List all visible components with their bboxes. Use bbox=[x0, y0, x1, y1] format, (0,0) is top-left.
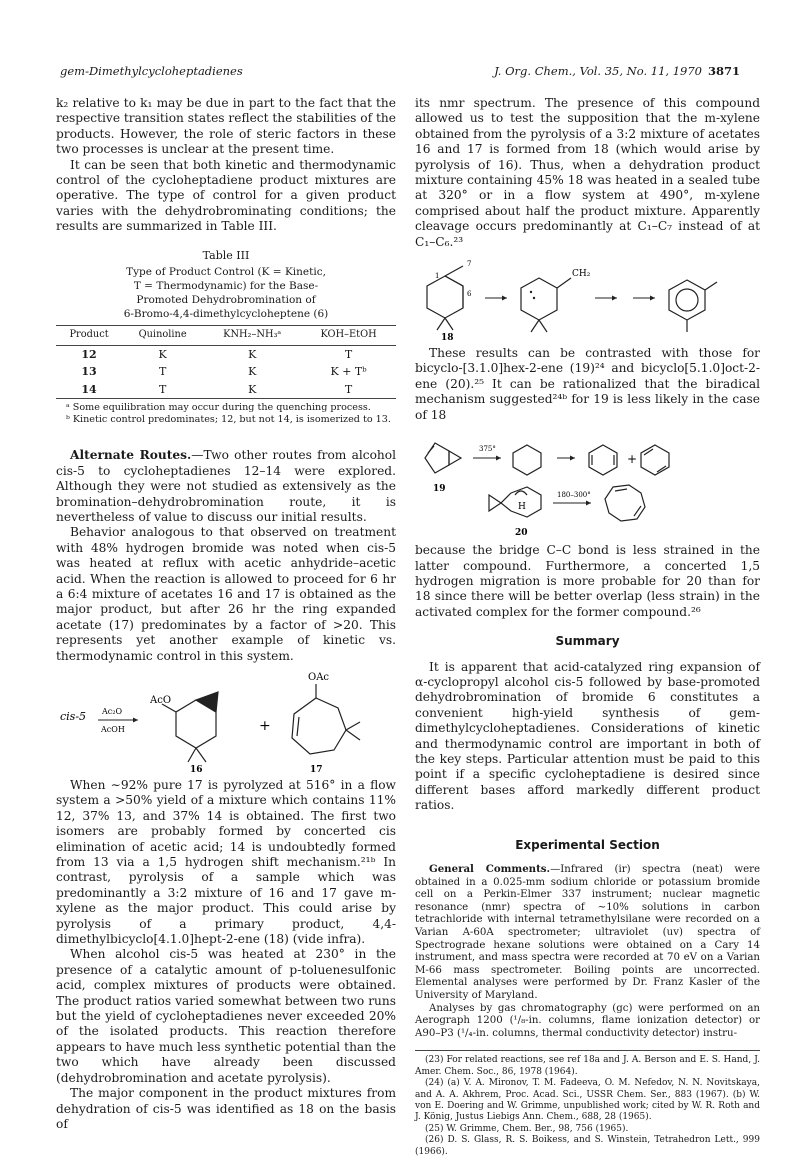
paragraph: It can be seen that both kinetic and thermodynamic control of the cycloheptadiene product mixtures are operative. The type of control for a given product varies with the dehydrobrominating conditions; the results are summarized in Table III. bbox=[56, 157, 396, 234]
structure-cyclohexadiene-a bbox=[589, 445, 617, 475]
paragraph: These results can be contrasted with those for bicyclo-[3.1.0]hex-2-ene (19)²⁴ and bicyclo[5.1.0]oct-2-ene (20).²⁵ It can be rationalized that the biradical mechanism suggested²⁴ᵇ for 19 is less likely in the case of 18 bbox=[415, 346, 760, 422]
run-in-text: —Two other routes from alcohol cis-5 to cycloheptadienes 12–14 were explored. Although they were not studied as extensively as the bromination–dehydrobromination route, it is nevertheless of value to discuss our initial results. bbox=[56, 448, 396, 524]
cell: T bbox=[301, 381, 396, 399]
reagent-top: Ac₂O bbox=[102, 706, 123, 716]
col-header: Quinoline bbox=[122, 325, 203, 345]
atom-1: 1 bbox=[435, 272, 440, 281]
cell: K bbox=[248, 365, 257, 379]
atom-7: 7 bbox=[467, 260, 472, 269]
scheme-18 bbox=[415, 256, 760, 342]
col-header: KOH–EtOH bbox=[301, 325, 396, 345]
paragraph: Analyses by gas chromatography (gc) were performed on an Aerograph 1200 (¹/₈-in. columns, flame ionization detector) or A90–P3 (¹/₄-in. columns, thermal conductivity detector) instru- bbox=[415, 1002, 760, 1039]
arrow-head bbox=[586, 501, 591, 506]
journal-name: J. Org. Chem., Vol. 35, No. 11, 1970 bbox=[494, 64, 702, 78]
label-aco: AcO bbox=[150, 694, 172, 706]
table-title-line: Type of Product Control (K = Kinetic, bbox=[126, 265, 326, 278]
section-heading: Experimental Section bbox=[515, 837, 660, 852]
table-title-line: Promoted Dehydrobromination of bbox=[136, 293, 316, 306]
running-head: gem-Dimethylcycloheptadienes bbox=[60, 64, 243, 78]
cell: K bbox=[203, 381, 301, 399]
structure-19 bbox=[425, 443, 461, 473]
run-in-heading: Alternate Routes. bbox=[70, 448, 192, 463]
right-column bbox=[415, 96, 760, 1158]
temp-20: 180–300° bbox=[557, 491, 591, 500]
reference: (25) W. Grimme, Chem. Ber., 98, 756 (1965). bbox=[425, 1123, 629, 1134]
temp-19: 375° bbox=[479, 445, 496, 454]
cell: 14 bbox=[56, 381, 122, 399]
structure-20 bbox=[489, 487, 541, 517]
paragraph bbox=[56, 448, 396, 525]
arrow-head bbox=[496, 456, 501, 461]
radical-dot bbox=[533, 297, 535, 299]
scheme-19-20-drawing bbox=[415, 429, 760, 539]
paragraph: The major component in the product mixtures from dehydration of cis-5 was identified as 18 on the basis of bbox=[56, 1086, 396, 1131]
table-title-line: 6-Bromo-4,4-dimethylcycloheptene (6) bbox=[123, 307, 329, 320]
arrow-head bbox=[650, 296, 655, 301]
cell: K bbox=[248, 348, 257, 362]
paragraph: When alcohol cis-5 was heated at 230° in the presence of a catalytic amount of p-toluenesulfonic acid, complex mixtures of products were obtained. The product ratios varied somewhat between two runs but the yield of cycloheptadienes never exceeded 20% of the isolated products. This reaction therefore appears to have much less synthetic potential than the two which have already been discussed (dehydrobromination and acetate pyrolysis). bbox=[56, 947, 396, 1085]
structure-biradical-19 bbox=[513, 445, 541, 475]
paragraph: its nmr spectrum. The presence of this compound allowed us to test the supposition that the m-xylene obtained from the pyrolysis of a 3:2 mixture of acetates 16 and 17 is formed from 18 (which would arise by pyrolysis of 16). Thus, when a dehydration product mixture containing 45% 18 was heated in a sealed tube at 320° or in a flow system at 490°, m-xylene comprised about half the product mixture. Apparently cleavage occurs predominantly at C₁–C₇ instead of at C₁–C₆.²³ bbox=[415, 96, 760, 249]
paragraph: When ∼92% pure 17 is pyrolyzed at 516° in a flow system a >50% yield of a mixture which contains 11% 12, 37% 13, and 37% 14 is obtained. The first two isomers are probably formed by concerted cis elimination of acetic acid; 14 is undoubtedly formed from 13 via a 1,5 hydrogen shift mechanism.²¹ᵇ In contrast, pyrolysis of a sample which was predominantly a 3:2 mixture of 16 and 17 gave m-xylene as the major product. This could arise by pyrolysis of a primary product, 4,4-dimethylbicyclo[4.1.0]hept-2-ene (18) (vide infra). bbox=[56, 777, 396, 947]
arrow-head bbox=[502, 296, 507, 301]
paragraph: Behavior analogous to that observed on treatment with 48% hydrogen bromide was noted when cis-5 was heated at reflux with acetic anhydride–acetic acid. When the reaction is allowed to proceed for 6 hr a 6:4 mixture of acetates 16 and 17 is obtained as the major product, but after 26 hr the ring expanded acetate (17) predominates by a factor of >20. This represents yet another example of kinetic vs. thermodynamic control in this system. bbox=[56, 525, 396, 663]
cell: T bbox=[344, 348, 353, 362]
reference: (23) For related reactions, see ref 18a and J. A. Berson and E. S. Hand, J. Amer. Chem. Soc., 86, 1978 (1964). bbox=[415, 1055, 760, 1077]
footnotes bbox=[415, 1050, 760, 1158]
table-footnote: ᵇ Kinetic control predominates; 12, but not 14, is isomerized to 13. bbox=[66, 414, 391, 426]
table-caption bbox=[56, 249, 396, 321]
paragraph: It is apparent that acid-catalyzed ring expansion of α-cyclopropyl alcohol cis-5 followed by base-promoted dehydrobromination of bromide 6 constitutes a convenient high-yield synthesis of gem-dimethylcycloheptadienes. Considerations of kinetic and thermodynamic control are important in both of the key steps. Particular attention must be paid to this point if a specific cycloheptadiene is desired since different bases afford markedly different product ratios. bbox=[415, 659, 760, 813]
structure-cyclohexadiene-b bbox=[641, 445, 669, 475]
structure-17 bbox=[292, 684, 360, 754]
arrow-head bbox=[570, 456, 575, 461]
journal-citation bbox=[494, 64, 740, 78]
reference: (26) D. S. Glass, R. S. Boikess, and S. Winstein, Tetrahedron Lett., 999 (1966). bbox=[415, 1135, 760, 1157]
structure-m-xylene bbox=[669, 280, 717, 332]
reference: (24) (a) V. A. Mironov, T. M. Fadeeva, O. M. Nefedov, N. N. Novitskaya, and A. A. Akhrem, Proc. Acad. Sci., USSR Chem. Ser., 883 (1967). (b) W. von E. Doering and W. Grimme, unpublished work; cited by W. R. Roth and J. König, Justus Liebigs Ann. Chem., 688, 28 (1965). bbox=[415, 1078, 760, 1123]
reagent-bottom: AcOH bbox=[101, 724, 125, 734]
label-19: 19 bbox=[433, 484, 446, 495]
structure-cyclooctatriene bbox=[605, 485, 645, 521]
plus-sign: + bbox=[259, 717, 271, 734]
label-18: 18 bbox=[441, 333, 454, 343]
label-17: 17 bbox=[310, 764, 323, 774]
label-16: 16 bbox=[190, 764, 203, 774]
scheme-19-20 bbox=[415, 429, 760, 539]
left-column bbox=[56, 96, 396, 1132]
table-label: Table III bbox=[202, 248, 250, 262]
structure-biradical bbox=[521, 278, 571, 332]
table-title-line: T = Thermodynamic) for the Base- bbox=[133, 279, 319, 292]
section-heading: Summary bbox=[555, 634, 620, 649]
col-header: KNH₂–NH₃ᵃ bbox=[203, 325, 301, 345]
plus-sign: + bbox=[627, 452, 638, 467]
paragraph: because the bridge C–C bond is less strained in the latter compound. Furthermore, a concerted 1,5 hydrogen migration is more probable for 20 than for 18 since there will be better overlap (less strain) in the activated complex for the former compound.²⁶ bbox=[415, 543, 760, 619]
scheme-18-drawing bbox=[415, 256, 760, 342]
scheme-acetates-drawing bbox=[56, 670, 396, 774]
run-in-heading: General Comments. bbox=[429, 863, 551, 875]
scheme-acetates bbox=[56, 670, 396, 774]
run-in-text: —Infrared (ir) spectra (neat) were obtained in a 0.025-mm sodium chloride or potassium bromide cell on a Perkin-Elmer 337 instrument; nuclear magnetic resonance (nmr) spectra of ∼10% solutions in carbon tetrachloride with internal tetramethylsilane were recorded on a Varian A-60A spectrometer; ultraviolet (uv) spectra of Spectrograde hexane solutions were obtained on a Cary 14 instrument, and mass spectra were recorded at 70 eV on a Varian M-66 mass spectrometer. Boiling points are uncorrected. Elemental analyses were performed by Dr. Franz Kasler of the University of Maryland. bbox=[415, 864, 760, 1001]
cell: 13 bbox=[81, 365, 97, 379]
arrow-head bbox=[133, 717, 138, 722]
label-oac: OAc bbox=[308, 671, 330, 683]
table-footnote: ᵃ Some equilibration may occur during the quenching process. bbox=[66, 402, 371, 414]
cell: 12 bbox=[81, 348, 97, 362]
arrow-head bbox=[612, 296, 617, 301]
table-row bbox=[56, 381, 396, 399]
table-iii bbox=[56, 325, 396, 400]
table-header-row bbox=[56, 325, 396, 345]
paragraph bbox=[415, 863, 760, 1003]
paragraph: k₂ relative to k₁ may be due in part to the fact that the respective transition states reflect the stabilities of the products. However, the role of steric factors in these two processes is unclear at the present time. bbox=[56, 96, 396, 157]
structure-18 bbox=[427, 266, 463, 330]
page-number: 3871 bbox=[707, 64, 740, 78]
table-row bbox=[56, 363, 396, 380]
radical-dot bbox=[530, 291, 532, 293]
col-header: Product bbox=[56, 325, 122, 345]
label-20: 20 bbox=[515, 528, 528, 539]
atom-6: 6 bbox=[467, 290, 472, 299]
label-h: H bbox=[518, 502, 526, 513]
table-row bbox=[56, 346, 396, 364]
cell: K bbox=[158, 348, 167, 362]
label-cis5: cis-5 bbox=[60, 709, 87, 723]
cell: T bbox=[158, 365, 167, 379]
label-ch2: CH₂ bbox=[572, 269, 591, 280]
cell: K + Tᵇ bbox=[330, 365, 367, 379]
cell: T bbox=[122, 381, 203, 399]
